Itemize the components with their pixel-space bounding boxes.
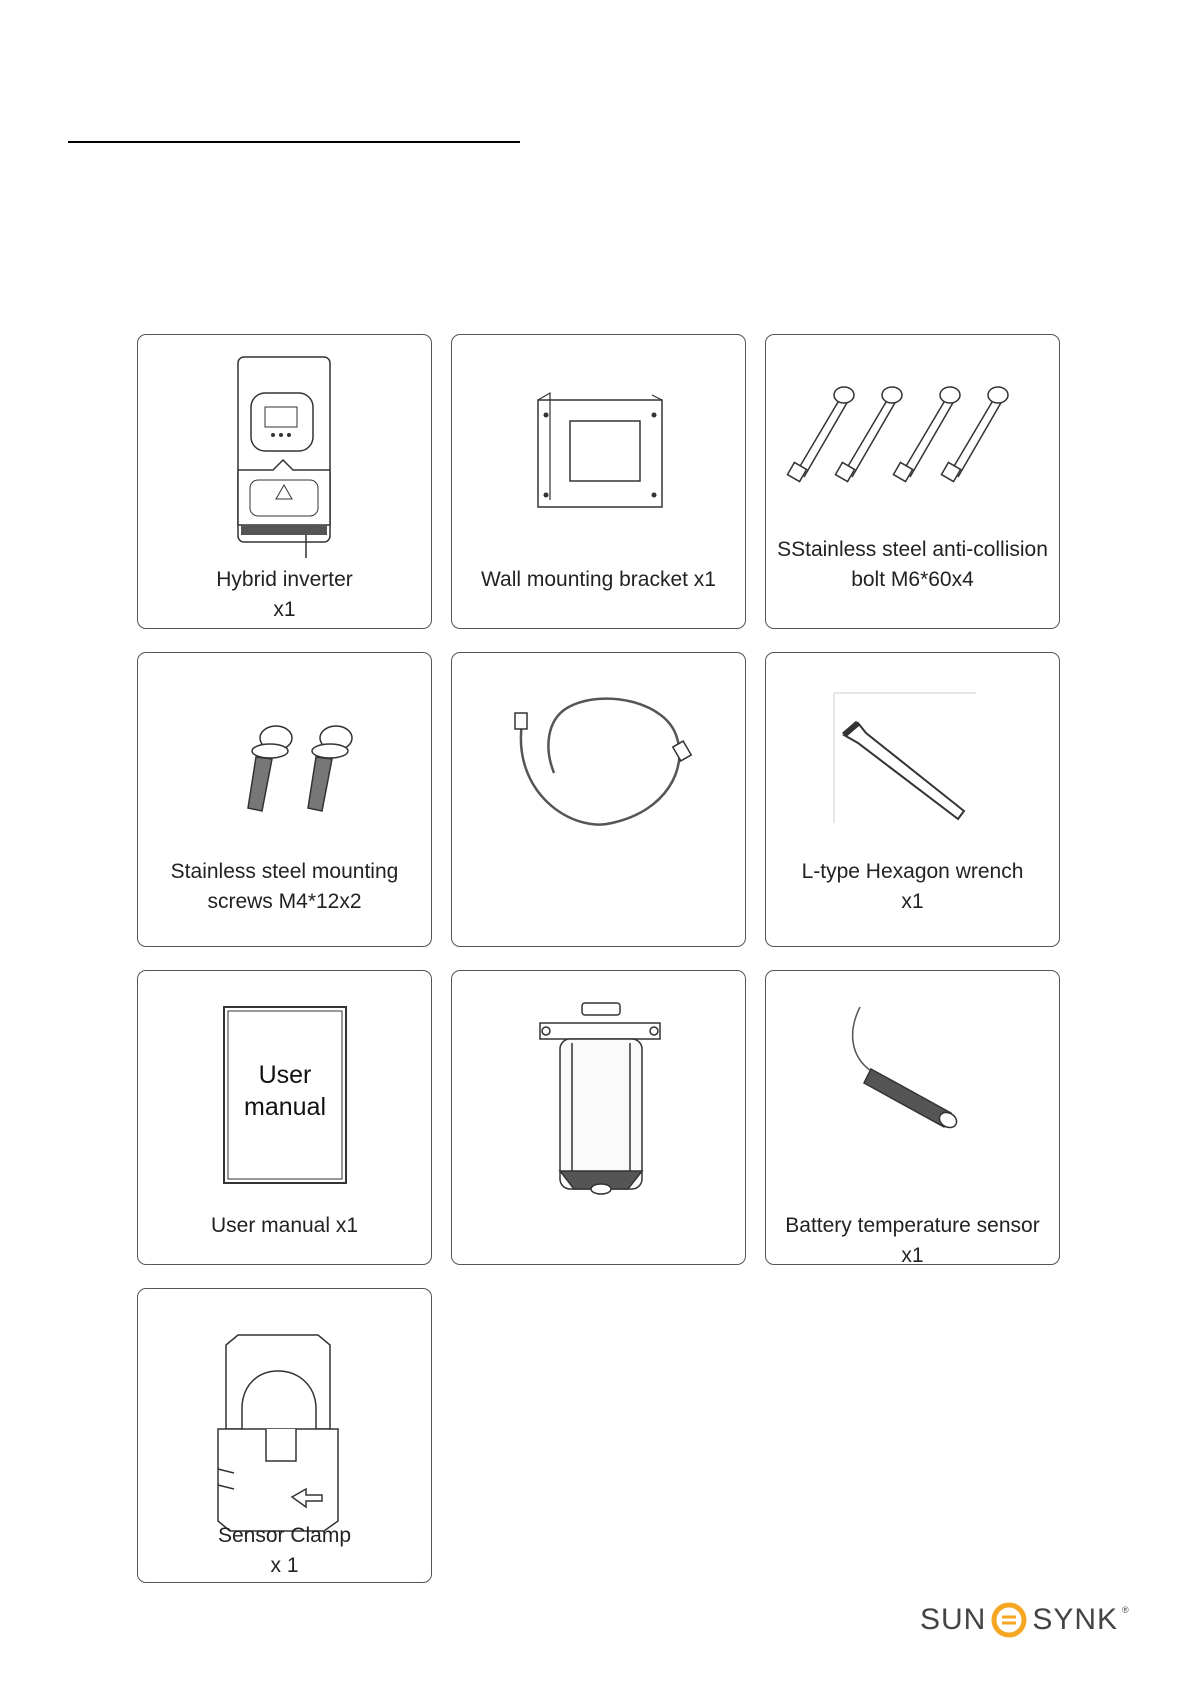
item-card-mounting-screws: [137, 652, 432, 947]
item-label: Sensor Clamp x 1: [217, 1524, 352, 1577]
item-label: Wall mounting bracket x1: [481, 568, 716, 591]
sunsynk-logo: SUN SYNK ®: [920, 1595, 1130, 1645]
item-card-user-manual: [137, 970, 432, 1265]
sunsynk-sun-icon: [990, 1601, 1028, 1639]
item-label: Hybrid inverter x1: [216, 568, 353, 621]
item-card-anti-collision-bolt: [765, 334, 1060, 629]
item-card-communication-cable: [451, 652, 746, 947]
current-sensor-image: [452, 971, 747, 1266]
section-title-underline: [68, 141, 520, 143]
item-label: User manual x1: [210, 1214, 359, 1237]
item-card-battery-temp-sensor: [765, 970, 1060, 1265]
item-label: SStainless steel anti-collision bolt M6*60x4: [777, 538, 1048, 591]
item-card-hexagon-wrench: [765, 652, 1060, 947]
item-label: Stainless steel mounting screws M4*12x2: [170, 860, 399, 913]
item-card-hybrid-inverter: [137, 334, 432, 629]
communication-cable-image: [452, 653, 747, 948]
item-label: L-type Hexagon wrench x1: [801, 860, 1024, 913]
item-label: Battery temperature sensor x1: [785, 1214, 1040, 1267]
item-card-current-sensor: [451, 970, 746, 1265]
manual-cover-text: User manual: [244, 1061, 326, 1121]
item-card-wall-bracket: [451, 334, 746, 629]
item-card-sensor-clamp: [137, 1288, 432, 1583]
